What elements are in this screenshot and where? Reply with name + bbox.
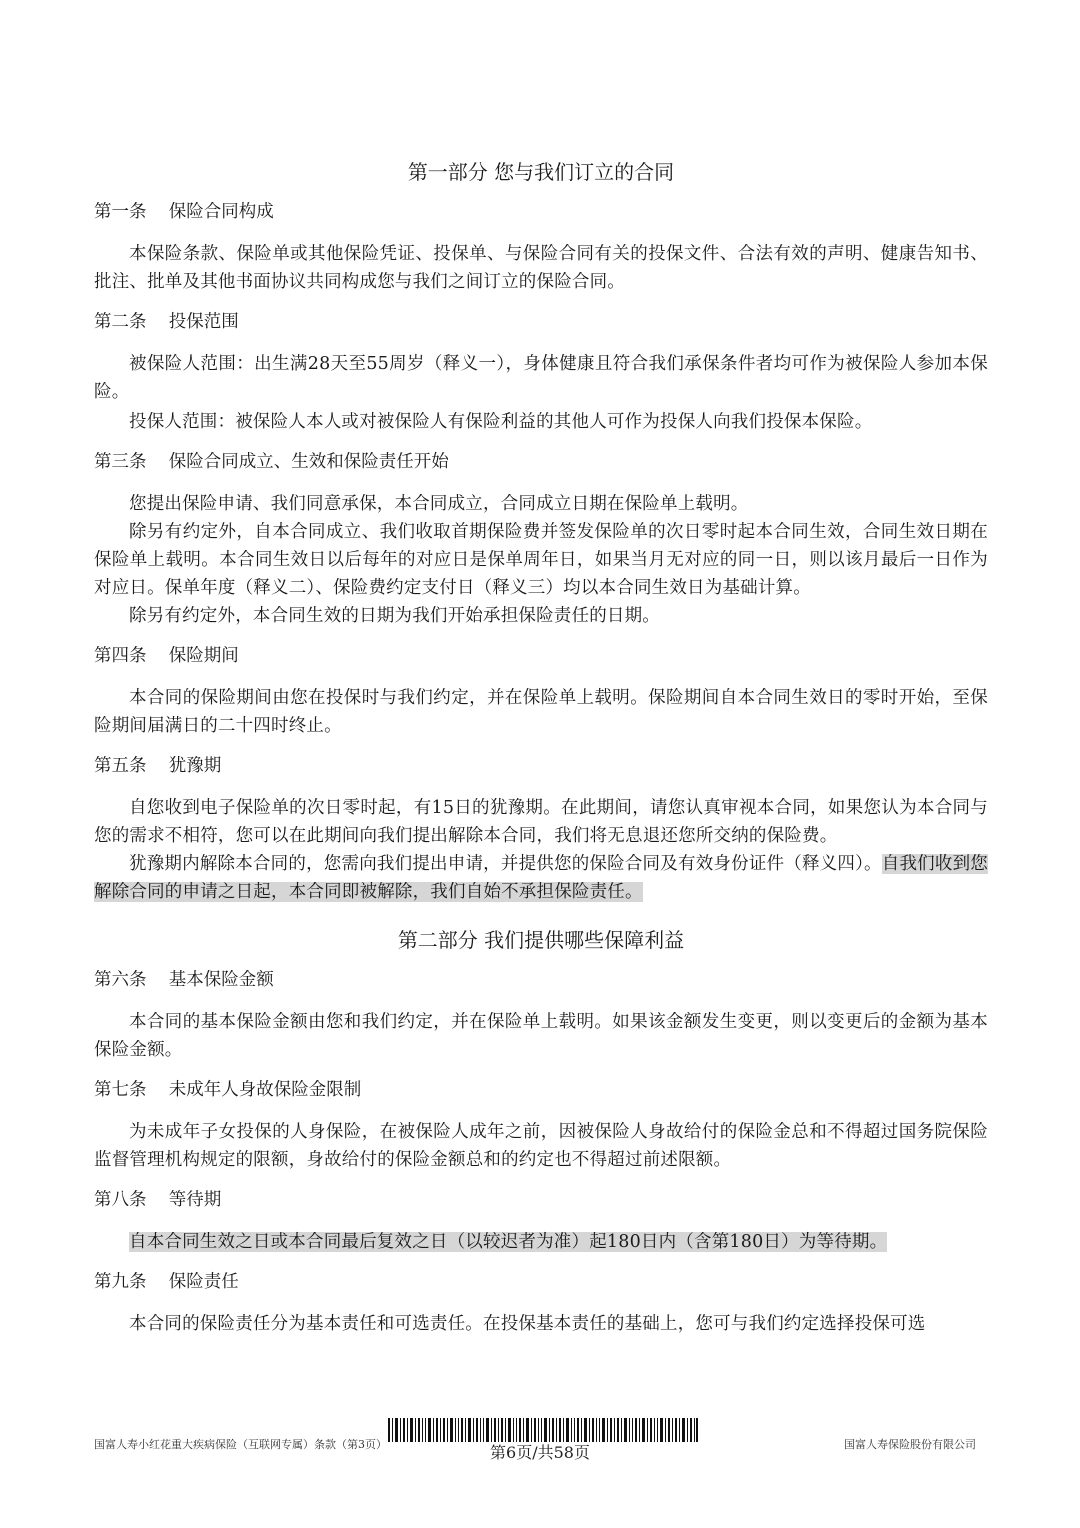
article-title: 第八条 等待期 bbox=[94, 1190, 222, 1210]
paragraph: 本合同的保险责任分为基本责任和可选责任。在投保基本责任的基础上，您可与我们约定选择投保可选 bbox=[129, 1314, 926, 1334]
part-title: 第一部分 您与我们订立的合同 bbox=[407, 160, 675, 184]
paragraph: 本合同的保险期间由您在投保时与我们约定，并在保险单上载明。保险期间自本合同生效日的零时开始，至保险期间届满日的二十四时终止。 bbox=[94, 688, 988, 736]
article-title: 第六条 基本保险金额 bbox=[94, 970, 274, 990]
article-title: 第三条 保险合同成立、生效和保险责任开始 bbox=[94, 452, 449, 472]
document-body bbox=[94, 150, 988, 1338]
paragraph: 为未成年子女投保的人身保险，在被保险人成年之前，因被保险人身故给付的保险金总和不得超过国务院保险监督管理机构规定的限额，身故给付的保险金额总和的约定也不得超过前述限额。 bbox=[94, 1122, 988, 1170]
paragraph: 您提出保险申请、我们同意承保，本合同成立，合同成立日期在保险单上载明。 bbox=[129, 494, 749, 514]
article-title: 第二条 投保范围 bbox=[94, 312, 239, 332]
paragraph: 除另有约定外，本合同生效的日期为我们开始承担保险责任的日期。 bbox=[129, 606, 660, 626]
highlighted-text: 自本合同生效之日或本合同最后复效之日（以较迟者为准）起180日内（含第180日）为等待期。 bbox=[129, 1232, 888, 1252]
article-title: 第一条 保险合同构成 bbox=[94, 202, 274, 222]
article-title: 第五条 犹豫期 bbox=[94, 756, 222, 776]
part-title: 第二部分 我们提供哪些保障利益 bbox=[397, 928, 685, 952]
highlighted-text: 自我们收到您解除合同的申请之日起，本合同即被解除，我们自始不承担保险责任。 bbox=[94, 854, 988, 902]
article-title: 第四条 保险期间 bbox=[94, 646, 239, 666]
article-title: 第七条 未成年人身故保险金限制 bbox=[94, 1080, 362, 1100]
paragraph: 投保人范围：被保险人本人或对被保险人有保险利益的其他人可作为投保人向我们投保本保险。 bbox=[129, 412, 873, 432]
footer-doc-name: 国富人寿小红花重大疾病保险（互联网专属）条款（第3页） bbox=[94, 1438, 387, 1451]
page-number: 第6页/共58页 bbox=[490, 1443, 590, 1462]
paragraph: 除另有约定外，自本合同成立、我们收取首期保险费并签发保险单的次日零时起本合同生效，合同生效日期在保险单上载明。本合同生效日以后每年的对应日是保单周年日，如果当月无对应的同一日，则以该月最后一日作为对应日。保单年度（释义二）、保险费约定支付日（释义三）均以本合同生效日为基础计算。 bbox=[94, 522, 988, 598]
paragraph: 本保险条款、保险单或其他保险凭证、投保单、与保险合同有关的投保文件、合法有效的声明、健康告知书、批注、批单及其他书面协议共同构成您与我们之间订立的保险合同。 bbox=[94, 244, 988, 292]
paragraph-text: 犹豫期内解除本合同的，您需向我们提出申请，并提供您的保险合同及有效身份证件（释义四）。 bbox=[129, 854, 882, 874]
barcode-icon bbox=[388, 1418, 698, 1442]
paragraph: 自您收到电子保险单的次日零时起，有15日的犹豫期。在此期间，请您认真审视本合同，如果您认为本合同与您的需求不相符，您可以在此期间向我们提出解除本合同，我们将无息退还您所交纳的保险费。 bbox=[94, 798, 988, 846]
paragraph: 被保险人范围：出生满28天至55周岁（释义一），身体健康且符合我们承保条件者均可作为被保险人参加本保险。 bbox=[94, 354, 988, 402]
article-title: 第九条 保险责任 bbox=[94, 1272, 239, 1292]
paragraph bbox=[94, 1228, 988, 1256]
footer-company: 国富人寿保险股份有限公司 bbox=[844, 1438, 976, 1451]
paragraph bbox=[94, 850, 988, 906]
paragraph: 本合同的基本保险金额由您和我们约定，并在保险单上载明。如果该金额发生变更，则以变更后的金额为基本保险金额。 bbox=[94, 1012, 988, 1060]
page-footer bbox=[0, 1418, 1080, 1478]
